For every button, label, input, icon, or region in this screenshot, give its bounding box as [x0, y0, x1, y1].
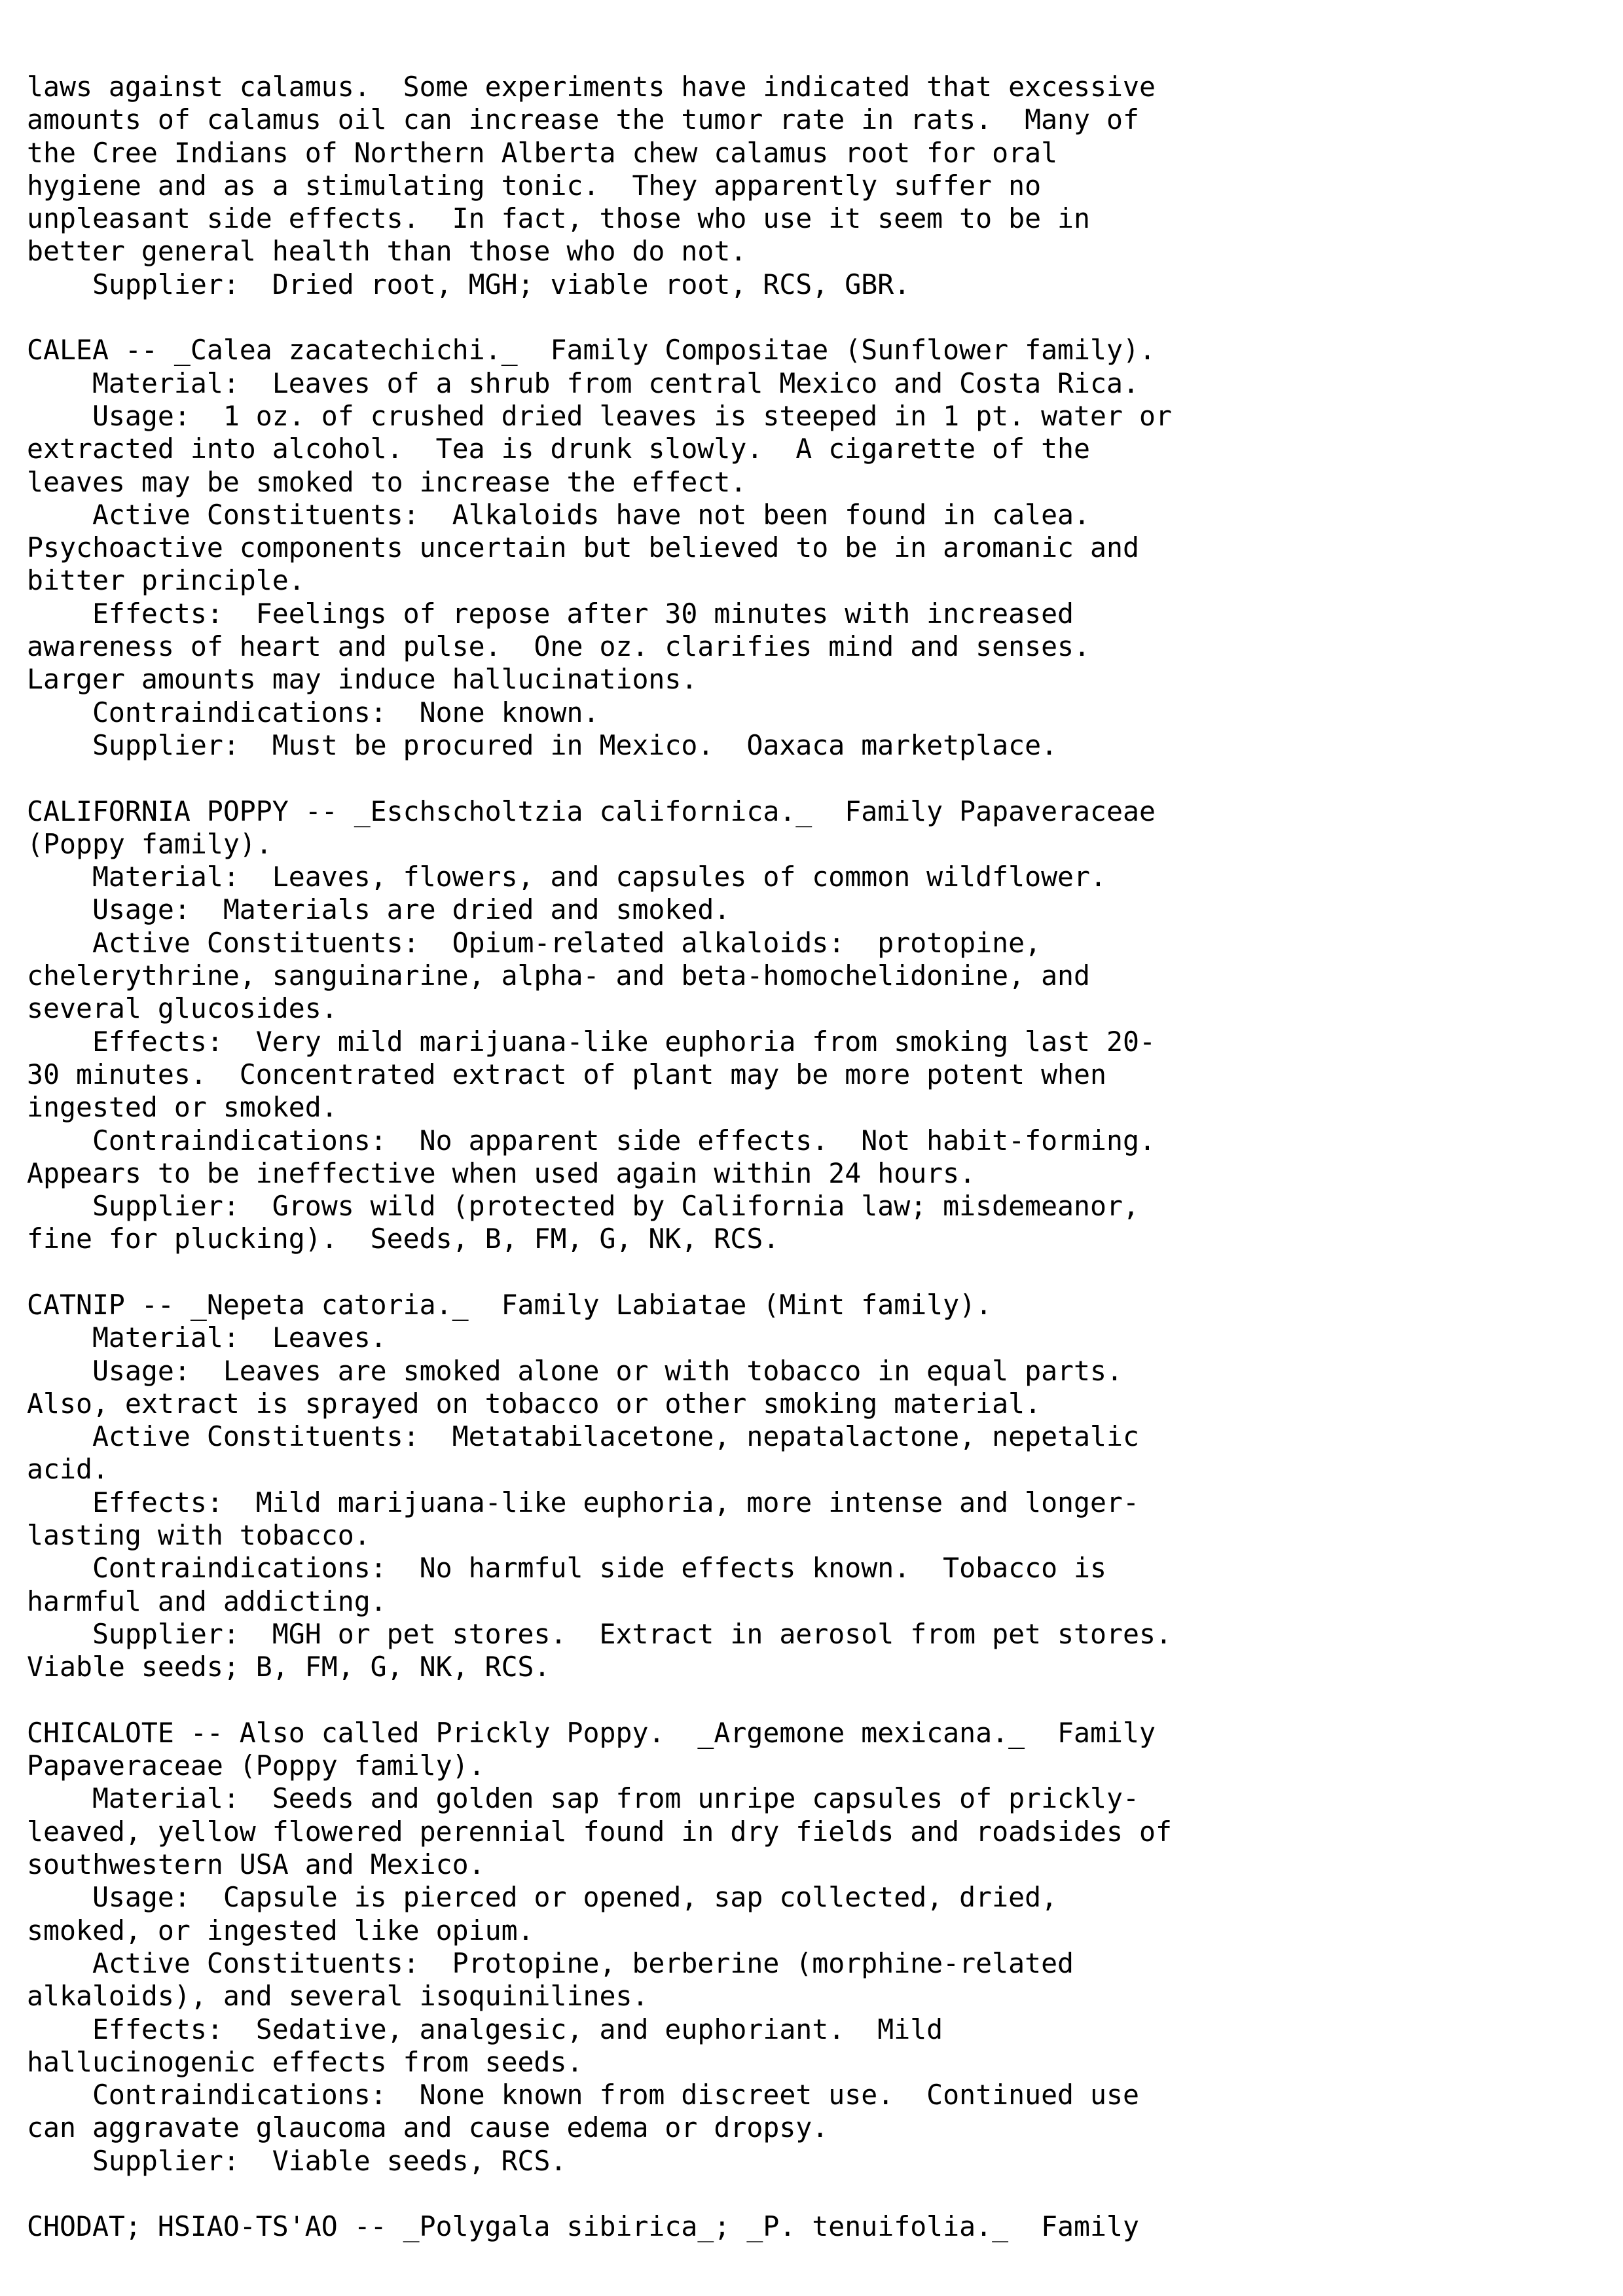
text-line: leaved, yellow flowered perennial found in dry fields and roadsides of: [27, 1815, 1172, 1848]
blank-line: [27, 2178, 1172, 2210]
text-line: better general health than those who do not.: [27, 235, 747, 268]
text-line: Active Constituents: Alkaloids have not been found in calea.: [27, 498, 1091, 531]
text-line: southwestern USA and Mexico.: [27, 1848, 485, 1881]
text-line: the Cree Indians of Northern Alberta chew calamus root for oral: [27, 136, 1058, 169]
text-line: Effects: Sedative, analgesic, and euphoriant. Mild: [27, 2013, 943, 2045]
text-line: Effects: Feelings of repose after 30 minutes with increased: [27, 597, 1074, 630]
text-line: CHICALOTE -- Also called Prickly Poppy. _Argemone mexicana._ Family: [27, 1716, 1156, 1749]
text-line: Usage: 1 oz. of crushed dried leaves is steeped in 1 pt. water or: [27, 399, 1172, 432]
text-line: Supplier: MGH or pet stores. Extract in aerosol from pet stores.: [27, 1617, 1172, 1650]
text-line: Usage: Materials are dried and smoked.: [27, 893, 731, 926]
text-line: Contraindications: No harmful side effects known. Tobacco is: [27, 1552, 1107, 1585]
text-line: acid.: [27, 1453, 109, 1486]
text-line: CALEA -- _Calea zacatechichi._ Family Compositae (Sunflower family).: [27, 334, 1156, 367]
text-line: amounts of calamus oil can increase the tumor rate in rats. Many of: [27, 103, 1139, 136]
text-line: Material: Leaves.: [27, 1321, 387, 1354]
text-line: Supplier: Dried root, MGH; viable root, RCS, GBR.: [27, 268, 911, 300]
text-line: CHODAT; HSIAO-TS'AO -- _Polygala sibirica_; _P. tenuifolia._ Family: [27, 2210, 1139, 2243]
text-line: ingested or smoked.: [27, 1091, 338, 1124]
text-line: Material: Leaves of a shrub from central Mexico and Costa Rica.: [27, 367, 1139, 399]
text-line: Usage: Capsule is pierced or opened, sap collected, dried,: [27, 1881, 1058, 1914]
text-line: Papaveraceae (Poppy family).: [27, 1749, 485, 1782]
text-line: (Poppy family).: [27, 827, 272, 860]
blank-line: [27, 762, 1172, 795]
text-line: fine for plucking). Seeds, B, FM, G, NK, RCS.: [27, 1223, 780, 1255]
blank-line: [27, 301, 1172, 334]
text-line: Psychoactive components uncertain but believed to be in aromanic and: [27, 531, 1139, 564]
text-line: Supplier: Grows wild (protected by California law; misdemeanor,: [27, 1190, 1139, 1223]
text-line: Usage: Leaves are smoked alone or with tobacco in equal parts.: [27, 1354, 1123, 1387]
text-line: extracted into alcohol. Tea is drunk slowly. A cigarette of the: [27, 433, 1091, 465]
text-line: several glucosides.: [27, 992, 338, 1025]
blank-line: [27, 1256, 1172, 1289]
text-line: can aggravate glaucoma and cause edema or dropsy.: [27, 2111, 829, 2144]
text-line: laws against calamus. Some experiments have indicated that excessive: [27, 71, 1156, 103]
text-line: Contraindications: No apparent side effects. Not habit-forming.: [27, 1124, 1156, 1157]
text-line: Supplier: Viable seeds, RCS.: [27, 2144, 567, 2177]
text-line: Contraindications: None known from discreet use. Continued use: [27, 2079, 1139, 2111]
text-line: unpleasant side effects. In fact, those who use it seem to be in: [27, 202, 1091, 235]
document-text: [27, 71, 1172, 2244]
text-line: lasting with tobacco.: [27, 1519, 371, 1552]
text-line: awareness of heart and pulse. One oz. clarifies mind and senses.: [27, 630, 1091, 663]
text-line: 30 minutes. Concentrated extract of plant may be more potent when: [27, 1058, 1107, 1090]
text-line: hygiene and as a stimulating tonic. They apparently suffer no: [27, 169, 1042, 202]
text-line: CATNIP -- _Nepeta catoria._ Family Labiatae (Mint family).: [27, 1288, 993, 1321]
text-line: Material: Leaves, flowers, and capsules of common wildflower.: [27, 861, 1107, 893]
text-line: Active Constituents: Protopine, berberine (morphine-related: [27, 1946, 1074, 1979]
text-line: Supplier: Must be procured in Mexico. Oaxaca marketplace.: [27, 728, 1058, 761]
text-line: hallucinogenic effects from seeds.: [27, 2045, 583, 2078]
text-line: Material: Seeds and golden sap from unripe capsules of prickly-: [27, 1782, 1139, 1815]
text-line: chelerythrine, sanguinarine, alpha- and beta-homochelidonine, and: [27, 960, 1091, 992]
text-line: CALIFORNIA POPPY -- _Eschscholtzia californica._ Family Papaveraceae: [27, 795, 1156, 827]
text-line: harmful and addicting.: [27, 1585, 387, 1617]
text-line: Effects: Very mild marijuana-like euphoria from smoking last 20-: [27, 1025, 1156, 1058]
text-line: bitter principle.: [27, 564, 305, 597]
text-line: Active Constituents: Opium-related alkaloids: protopine,: [27, 926, 1042, 959]
text-line: Contraindications: None known.: [27, 696, 600, 728]
text-line: leaves may be smoked to increase the effect.: [27, 465, 747, 498]
text-line: Viable seeds; B, FM, G, NK, RCS.: [27, 1651, 551, 1683]
text-line: alkaloids), and several isoquinilines.: [27, 1980, 649, 2013]
text-line: Active Constituents: Metatabilacetone, nepatalactone, nepetalic: [27, 1420, 1139, 1453]
text-line: smoked, or ingested like opium.: [27, 1914, 534, 1946]
text-line: Effects: Mild marijuana-like euphoria, more intense and longer-: [27, 1486, 1139, 1518]
blank-line: [27, 1684, 1172, 1717]
text-line: Also, extract is sprayed on tobacco or other smoking material.: [27, 1387, 1042, 1420]
text-line: Appears to be ineffective when used again within 24 hours.: [27, 1157, 976, 1189]
text-line: Larger amounts may induce hallucinations.: [27, 663, 698, 696]
